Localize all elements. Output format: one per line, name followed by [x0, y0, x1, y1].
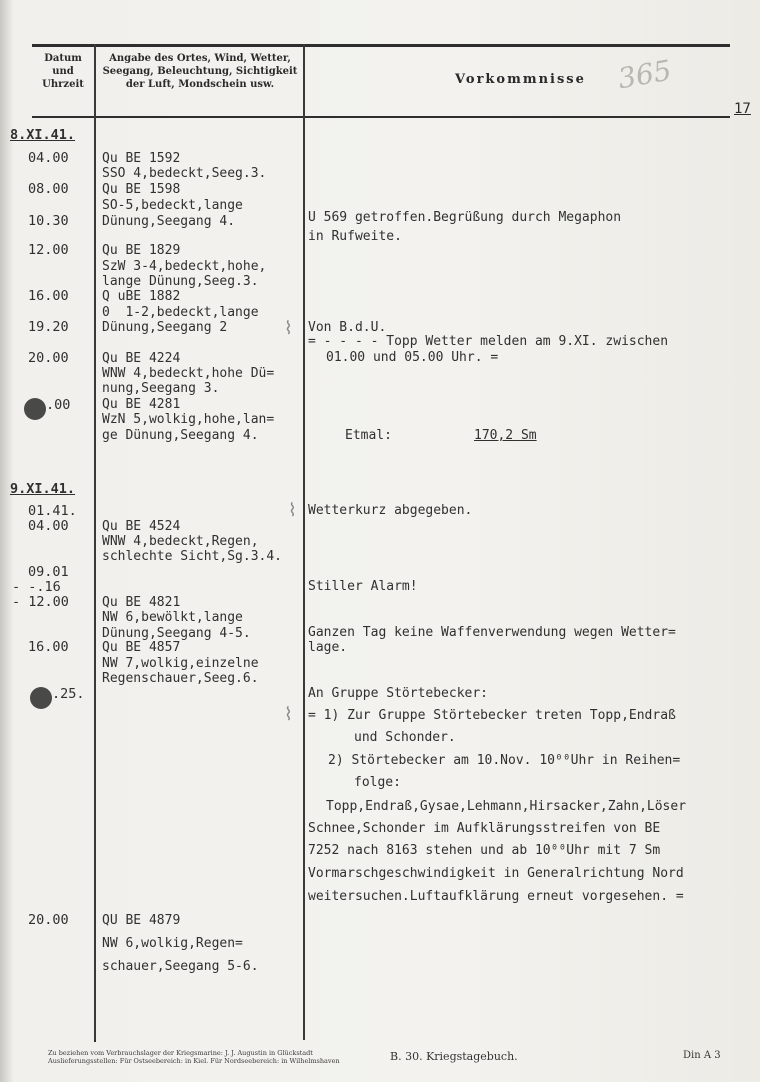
- weather-entry: NW 7,wolkig,einzelne: [102, 656, 259, 671]
- weather-entry: SzW 3-4,bedeckt,hohe,: [102, 259, 267, 274]
- time-entry: .00: [46, 397, 71, 413]
- weather-entry: NW 6,bewölkt,lange: [102, 610, 243, 625]
- event-line: und Schonder.: [354, 730, 456, 745]
- header-events-column: Vorkommnisse: [455, 72, 586, 87]
- weather-entry: schlechte Sicht,Sg.3.4.: [102, 549, 283, 564]
- time-entry: 20.00: [28, 350, 69, 366]
- weather-entry: schauer,Seegang 5-6.: [102, 959, 259, 974]
- event-line: 7252 nach 8163 stehen und ab 10⁰⁰Uhr mit 7 Sm: [308, 843, 661, 858]
- time-entry: - -.16: [12, 579, 61, 595]
- event-line: 01.00 und 05.00 Uhr. =: [326, 350, 499, 365]
- time-entry: 12.00: [28, 242, 69, 258]
- event-line: An Gruppe Störtebecker:: [308, 686, 489, 701]
- weather-entry: Dünung,Seegang 4-5.: [102, 626, 251, 641]
- top-rule: [32, 44, 730, 47]
- time-entry: .25.: [52, 686, 85, 702]
- time-entry: 04.00: [28, 150, 69, 166]
- event-line: Stiller Alarm!: [308, 579, 418, 594]
- position-entry: Qu BE 1598: [102, 182, 181, 197]
- event-line: Schnee,Schonder im Aufklärungsstreifen von BE: [308, 821, 661, 836]
- event-line: Wetterkurz abgegeben.: [308, 503, 473, 518]
- position-entry: Qu BE 4821: [102, 595, 181, 610]
- time-entry: 09.01: [28, 564, 69, 580]
- event-line: lage.: [308, 640, 348, 655]
- time-entry: 16.00: [28, 288, 69, 304]
- header-date-column: Datum und Uhrzeit: [42, 53, 84, 90]
- weather-entry: SO-5,bedeckt,lange: [102, 198, 243, 213]
- position-entry: QU BE 4879: [102, 913, 181, 928]
- time-entry: 19.20: [28, 319, 69, 335]
- weather-entry: nung,Seegang 3.: [102, 381, 220, 396]
- position-entry: Qu BE 1592: [102, 151, 181, 166]
- footer-paper-size: Din A 3: [683, 1050, 721, 1061]
- time-entry: 10.30: [28, 213, 69, 229]
- column-divider-1: [94, 44, 96, 1040]
- event-line: in Rufweite.: [308, 229, 402, 244]
- etmal-value: 170,2 Sm: [474, 428, 537, 443]
- event-line: folge:: [354, 775, 401, 790]
- position-entry: Qu BE 4281: [102, 397, 181, 412]
- weather-entry: WzN 5,wolkig,hohe,lan=: [102, 412, 275, 427]
- header-place-column: Angabe des Ortes, Wind, Wetter, Seegang, Beleuchtung, Sichtigkeit der Luft, Mondschein usw.: [102, 53, 298, 90]
- position-entry: Qu BE 1829: [102, 243, 181, 258]
- weather-entry: WNW 4,bedeckt,hohe Dü=: [102, 366, 275, 381]
- date-entry: 9.XI.41.: [10, 481, 76, 497]
- weather-entry: lange Dünung,Seeg.3.: [102, 274, 259, 289]
- event-line: 2) Störtebecker am 10.Nov. 10⁰⁰Uhr in Reihen=: [328, 753, 681, 768]
- event-line: = 1) Zur Gruppe Störtebecker treten Topp,Endraß: [308, 708, 676, 723]
- pencil-mark: ⌇: [288, 500, 297, 521]
- time-entry: 04.00: [28, 518, 69, 534]
- pencil-mark: ⌇: [284, 704, 293, 725]
- event-line: weitersuchen.Luftaufklärung erneut vorgesehen. =: [308, 889, 684, 904]
- position-entry: Qu BE 4857: [102, 640, 181, 655]
- weather-entry: NW 6,wolkig,Regen=: [102, 936, 243, 951]
- time-entry: 08.00: [28, 181, 69, 197]
- weather-entry: Dünung,Seegang 2: [102, 320, 228, 335]
- time-entry: 01.41.: [28, 503, 77, 519]
- date-entry: 8.XI.41.: [10, 127, 76, 143]
- event-line: Topp,Endraß,Gysae,Lehmann,Hirsacker,Zahn,Löser: [326, 799, 687, 814]
- pencil-folio-number: 365: [615, 53, 674, 96]
- pencil-mark: ⌇: [284, 318, 293, 339]
- event-line: U 569 getroffen.Begrüßung durch Megaphon: [308, 210, 622, 225]
- column-divider-2: [303, 44, 305, 1040]
- weather-entry: SSO 4,bedeckt,Seeg.3.: [102, 166, 267, 181]
- bottom-rule: [94, 1040, 96, 1042]
- event-line: Vormarschgeschwindigkeit in Generalrichtung Nord: [308, 866, 684, 881]
- weather-entry: 0 1-2,bedeckt,lange: [102, 305, 259, 320]
- event-line: Ganzen Tag keine Waffenverwendung wegen Wetter=: [308, 625, 676, 640]
- header-rule: [32, 116, 730, 118]
- weather-entry: Dünung,Seegang 4.: [102, 214, 236, 229]
- weather-entry: ge Dünung,Seegang 4.: [102, 428, 259, 443]
- weather-entry: WNW 4,bedeckt,Regen,: [102, 534, 259, 549]
- footer-publisher: Zu beziehen vom Verbrauchslager der Kriegsmarine: J. J. Augustin in Glückstadt Auslieferungsstellen: Für Ostseebereich: in Kiel. Für Nordseebereich: in Wilhelmshaven: [48, 1049, 340, 1065]
- time-entry: 16.00: [28, 639, 69, 655]
- position-entry: Qu BE 4524: [102, 519, 181, 534]
- position-entry: Qu BE 4224: [102, 351, 181, 366]
- etmal-label: Etmal:: [345, 428, 392, 443]
- ink-blot: [30, 687, 52, 709]
- page-number: 17: [734, 101, 751, 117]
- position-entry: Q uBE 1882: [102, 289, 181, 304]
- weather-entry: Regenschauer,Seeg.6.: [102, 671, 259, 686]
- event-line: Von B.d.U.: [308, 320, 387, 335]
- event-line: = - - - - Topp Wetter melden am 9.XI. zwischen: [308, 334, 669, 349]
- time-entry: 20.00: [28, 912, 69, 928]
- time-entry: - 12.00: [12, 594, 69, 610]
- ink-blot: [24, 398, 46, 420]
- footer-form-name: B. 30. Kriegstagebuch.: [390, 1050, 518, 1063]
